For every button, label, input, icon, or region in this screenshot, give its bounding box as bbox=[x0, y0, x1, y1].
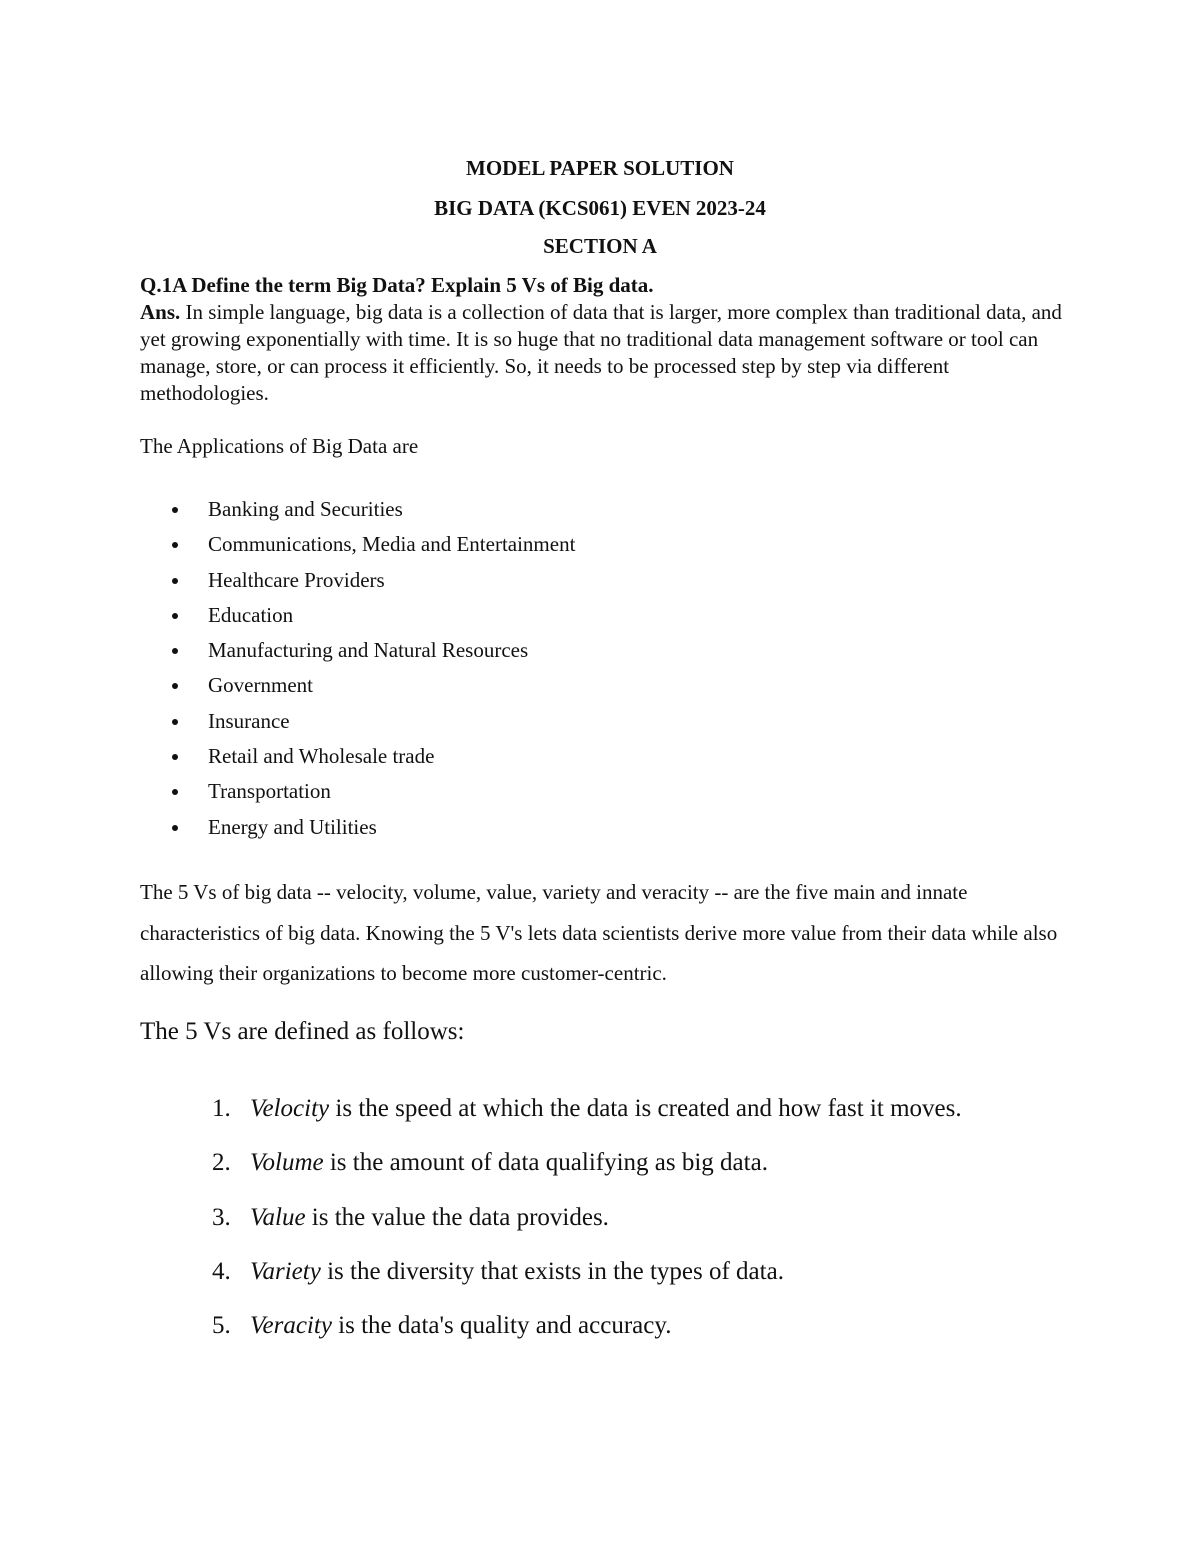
applications-list bbox=[140, 495, 575, 848]
list-item bbox=[140, 1202, 962, 1256]
list-item-label: Government bbox=[208, 673, 313, 698]
bullet-icon bbox=[172, 507, 178, 513]
list-item bbox=[140, 1147, 962, 1201]
list-item-label: Manufacturing and Natural Resources bbox=[208, 638, 529, 663]
list-item bbox=[140, 566, 575, 601]
list-item bbox=[140, 813, 575, 848]
list-number: 1. bbox=[212, 1095, 231, 1122]
answer-label: Ans. bbox=[140, 300, 181, 324]
list-item-label: Healthcare Providers bbox=[208, 567, 385, 592]
course-title: BIG DATA (KCS061) EVEN 2023-24 bbox=[434, 196, 766, 220]
bullet-icon bbox=[172, 825, 178, 831]
list-item bbox=[140, 1256, 962, 1310]
section-heading: SECTION A bbox=[543, 234, 657, 258]
v-term: Veracity bbox=[250, 1312, 332, 1340]
list-item-label: Retail and Wholesale trade bbox=[208, 744, 435, 769]
bullet-icon bbox=[172, 578, 178, 584]
v-description: is the value the data provides. bbox=[305, 1203, 609, 1231]
five-vs-paragraph: The 5 Vs of big data -- velocity, volume, value, variety and veracity -- are the five main and innate characteristics of big data. Knowing the 5 V's lets data scientists derive more value from their data while also allowing their organizations to become more customer-centric. bbox=[140, 880, 1058, 985]
list-item-label: Energy and Utilities bbox=[208, 814, 377, 839]
v-description: is the amount of data qualifying as big data. bbox=[323, 1149, 768, 1177]
list-item bbox=[140, 601, 575, 636]
answer-text: In simple language, big data is a collection of data that is larger, more complex than traditional data, and yet growing exponentially with time. It is so huge that no traditional data management software or tool can manage, store, or can process it efficiently. So, it needs to be processed step by step via different methodologies. bbox=[140, 300, 1062, 405]
v-term: Variety bbox=[250, 1257, 321, 1285]
v-term: Volume bbox=[250, 1149, 324, 1177]
bullet-icon bbox=[172, 648, 178, 654]
list-item bbox=[140, 707, 575, 742]
list-item-label: Education bbox=[208, 602, 294, 627]
list-item-label: Communications, Media and Entertainment bbox=[208, 532, 576, 557]
v-description: is the data's quality and accuracy. bbox=[331, 1312, 672, 1340]
question-text: Q.1A Define the term Big Data? Explain 5 Vs of Big data. bbox=[140, 273, 654, 297]
list-item bbox=[140, 1310, 962, 1364]
list-item-label: Banking and Securities bbox=[208, 497, 403, 521]
list-number: 5. bbox=[212, 1312, 231, 1340]
five-vs-defined-heading: The 5 Vs are defined as follows: bbox=[140, 1018, 465, 1045]
v-description: is the speed at which the data is created and how fast it moves. bbox=[329, 1095, 962, 1122]
list-item bbox=[140, 530, 575, 565]
v-description: is the diversity that exists in the types of data. bbox=[320, 1257, 784, 1285]
bullet-icon bbox=[172, 789, 178, 795]
list-number: 4. bbox=[212, 1257, 231, 1285]
list-number: 2. bbox=[212, 1149, 231, 1177]
document-title: MODEL PAPER SOLUTION bbox=[466, 156, 734, 180]
bullet-icon bbox=[172, 542, 178, 548]
list-item bbox=[140, 671, 575, 706]
list-item bbox=[140, 777, 575, 812]
bullet-icon bbox=[172, 613, 178, 619]
bullet-icon bbox=[172, 719, 178, 725]
list-item-label: Insurance bbox=[208, 708, 290, 733]
v-term: Velocity bbox=[250, 1095, 330, 1122]
list-item-label: Transportation bbox=[208, 779, 331, 804]
list-item bbox=[140, 495, 575, 530]
five-vs-list bbox=[140, 1093, 962, 1364]
bullet-icon bbox=[172, 754, 178, 760]
v-term: Value bbox=[250, 1203, 306, 1231]
list-item bbox=[140, 636, 575, 671]
applications-intro: The Applications of Big Data are bbox=[140, 434, 419, 458]
list-item bbox=[140, 1093, 962, 1147]
answer-paragraph bbox=[140, 299, 1075, 407]
list-number: 3. bbox=[212, 1203, 231, 1231]
list-item bbox=[140, 742, 575, 777]
bullet-icon bbox=[172, 683, 178, 689]
